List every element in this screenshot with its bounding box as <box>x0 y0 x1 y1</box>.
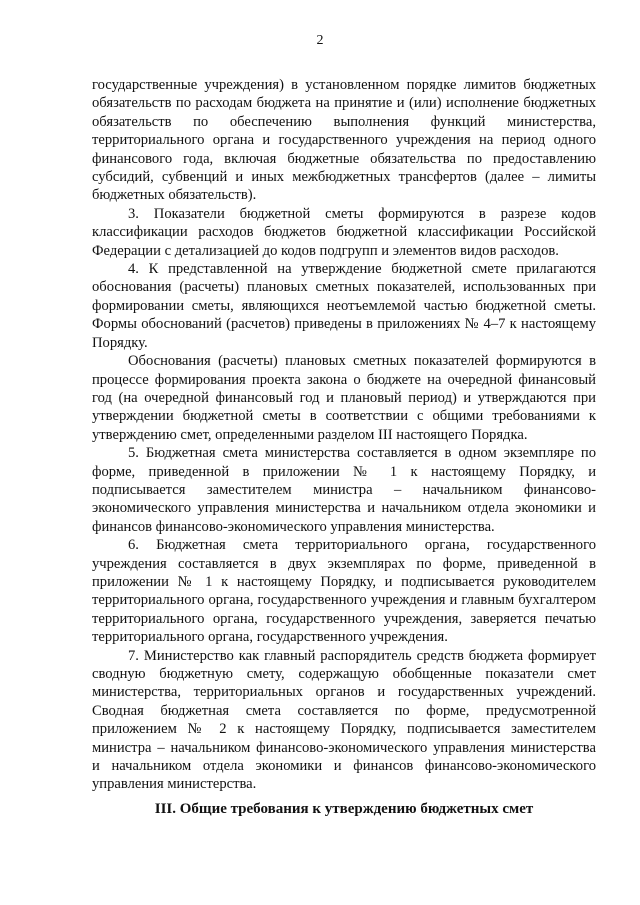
paragraph-item-7: 7. Министерство как главный распорядитель средств бюджета формирует сводную бюджетную смету, содержащую обобщенные показатели смет министерства, территориальных органов и государственных учреждений. Сводная бюджетная смета составляется по форме, предусмотренной приложением № 2 к настоящему Порядку, подписывается заместителем министра – начальником финансово-экономического управления министерства и начальником отдела экономики и финансов финансово-экономического управления министерства. <box>92 647 596 793</box>
document-body <box>92 76 596 794</box>
paragraph-item-6: 6. Бюджетная смета территориального органа, государственного учреждения составляется в двух экземплярах по форме, приведенной в приложении № 1 к настоящему Порядку, и подписывается руководителем территориального органа, государственного учреждения и главным бухгалтером территориального органа, государственного учреждения, заверяется печатью территориального органа, государственного учреждения. <box>92 537 596 646</box>
paragraph-continuation: государственные учреждения) в установленном порядке лимитов бюджетных обязательств по расходам бюджета на принятие и (или) исполнение бюджетных обязательств по обеспечению выполнения функций министерства, территориального органа и государственного учреждения на период одного финансового года, включая бюджетные обязательства по предоставлению субсидий, субвенций и иных межбюджетных трансфертов (далее – лимиты бюджетных обязательств). <box>92 77 596 204</box>
page-number: 2 <box>316 33 324 48</box>
paragraph-justifications: Обоснования (расчеты) плановых сметных показателей формируются в процессе формирования проекта закона о бюджете на очередной финансовый год (на очередной финансовый год и плановый период) и утверждаются при утверждении бюджетной сметы в соответствии с общими требованиями к утверждению смет, определенными разделом III настоящего Порядка. <box>92 353 596 443</box>
paragraph-item-4: 4. К представленной на утверждение бюджетной смете прилагаются обоснования (расчеты) плановых сметных показателей, использованных при формировании сметы, являющихся неотъемлемой частью бюджетной сметы. Формы обоснований (расчетов) приведены в приложениях № 4–7 к настоящему Порядку. <box>92 261 596 351</box>
paragraph-item-3: 3. Показатели бюджетной сметы формируются в разрезе кодов классификации расходов бюджетов бюджетной классификации Российской Федерации с детализацией до кодов подгрупп и элементов видов расходов. <box>92 205 596 259</box>
paragraph-item-5: 5. Бюджетная смета министерства составляется в одном экземпляре по форме, приведенной в приложении № 1 к настоящему Порядку, и подписывается заместителем министра – начальником финансово-экономического управления министерства и начальником отдела экономики и финансов финансово-экономического управления министерства. <box>92 445 596 535</box>
section-heading: III. Общие требования к утверждению бюджетных смет <box>154 801 534 817</box>
